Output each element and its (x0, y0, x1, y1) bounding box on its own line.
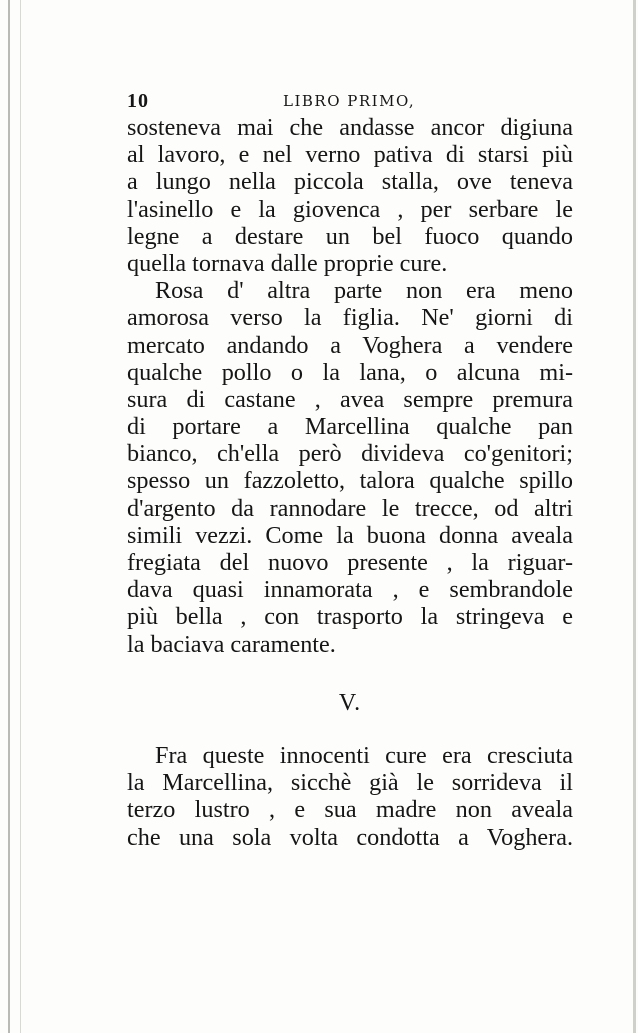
text-line: la baciava caramente. (127, 630, 336, 658)
text-line: sura di castane , avea sempre premura (127, 385, 573, 413)
section-heading: V. (338, 690, 362, 716)
text-line: che una sola volta condotta a Voghera. (127, 823, 573, 851)
text-line: terzo lustro , e sua madre non aveala (127, 796, 573, 824)
text-line: qualche pollo o la lana, o alcuna mi- (127, 358, 573, 386)
text-line: quella tornava dalle proprie cure. (127, 249, 448, 277)
paragraph-1 (127, 114, 573, 277)
text-line: legne a destare un bel fuoco quando (127, 222, 573, 250)
body-text-lower (127, 742, 573, 851)
text-line: fregiata del nuovo presente , la riguar- (127, 549, 573, 576)
text-line: Fra queste innocenti cure era cresciuta (155, 742, 573, 769)
text-line: l'asinello e la giovenca , per serbare le (127, 195, 573, 223)
body-text-upper (127, 114, 573, 658)
text-line: d'argento da rannodare le trecce, od altri (127, 494, 573, 522)
text-line: a lungo nella piccola stalla, ove teneva (127, 168, 573, 196)
page-edge-left (8, 0, 10, 1033)
running-title: LIBRO PRIMO, (283, 92, 416, 110)
text-line: di portare a Marcellina qualche pan (127, 413, 573, 441)
text-line: sosteneva mai che andasse ancor digiuna (127, 114, 573, 141)
text-line: bianco, ch'ella però divideva co'genitori; (127, 440, 573, 468)
page-header (127, 90, 457, 116)
text-line: dava quasi innamorata , e sembrandole (127, 576, 573, 604)
page-edge-inner (20, 0, 21, 1033)
text-line: più bella , con trasporto la stringeva e (127, 603, 573, 631)
text-line: spesso un fazzoletto, talora qualche spillo (127, 467, 573, 495)
page-number: 10 (127, 90, 149, 112)
text-line: mercato andando a Voghera a vendere (127, 331, 573, 359)
text-line: la Marcellina, sicchè già le sorrideva il (127, 769, 573, 797)
page-edge-right (633, 0, 636, 1033)
text-line: Rosa d' altra parte non era meno (155, 277, 573, 305)
text-line: amorosa verso la figlia. Ne' giorni di (127, 304, 573, 332)
text-line: al lavoro, e nel verno pativa di starsi più (127, 141, 573, 169)
text-line: simili vezzi. Come la buona donna aveala (127, 521, 573, 549)
paragraph-2 (127, 277, 573, 658)
paragraph-3 (127, 742, 573, 851)
